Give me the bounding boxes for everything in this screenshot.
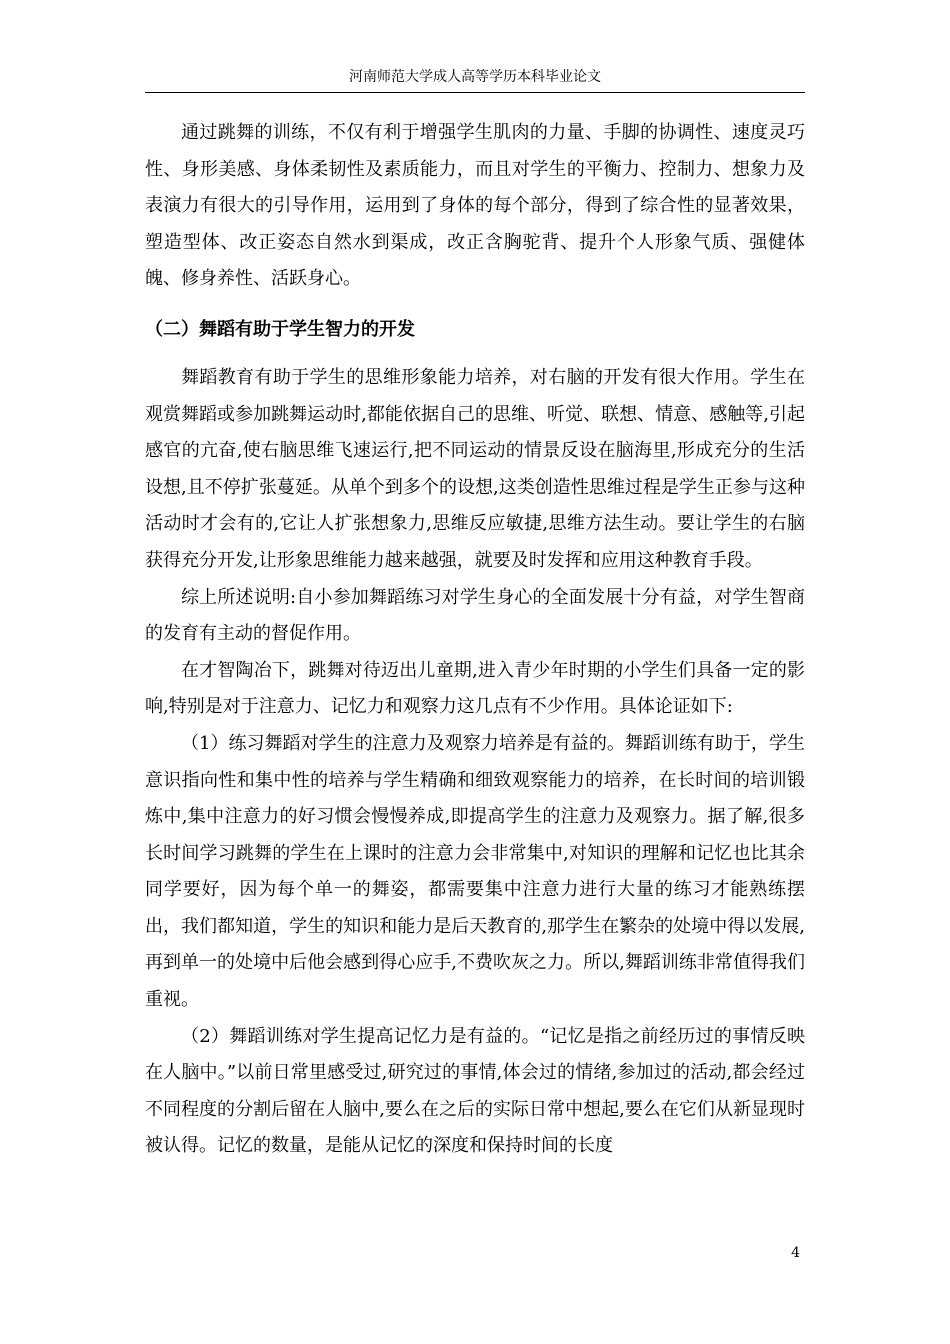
paragraph-right-brain: 舞蹈教育有助于学生的思维形象能力培养，对右脑的开发有很大作用。学生在观赏舞蹈或参加跳舞运动时,都能依据自己的思维、听觉、联想、情意、感触等,引起感官的亢奋,使右脑思维飞速运行,把不同运动的情景反设在脑海里,形成充分的生活设想,且不停扩张蔓延。从单个到多个的设想,这类创造性思维过程是学生正参与这种活动时才会有的,它让人扩张想象力,思维反应敏捷,思维方法生动。要让学生的右脑获得充分开发,让形象思维能力越来越强，就要及时发挥和应用这种教育手段。 <box>145 366 805 571</box>
page-number: 4 <box>791 1245 800 1261</box>
paragraph-intelligence: 在才智陶冶下，跳舞对待迈出儿童期,进入青少年时期的小学生们具备一定的影响,特别是对于注意力、记忆力和观察力这几点有不少作用。具体论证如下: <box>145 659 805 718</box>
paragraph-dance-training-benefits: 通过跳舞的训练，不仅有利于增强学生肌肉的力量、手脚的协调性、速度灵巧性、身形美感、身体柔韧性及素质能力，而且对学生的平衡力、控制力、想象力及表演力有很大的引导作用，运用到了身体的每个部分，得到了综合性的显著效果，塑造型体、改正姿态自然水到渠成，改正含胸驼背、提升个人形象气质、强健体魄、修身养性、活跃身心。 <box>145 122 805 290</box>
running-header: 河南师范大学成人高等学历本科毕业论文 <box>349 69 601 85</box>
header-divider <box>145 92 805 93</box>
document-body <box>145 115 805 1165</box>
paragraph-memory: （2）舞蹈训练对学生提高记忆力是有益的。“记忆是指之前经历过的事情反映在人脑中。”以前日常里感受过,研究过的事情,体会过的情绪,参加过的活动,都会经过不同程度的分割后留在人脑中,要么在之后的实际日常中想起,要么在它们从新显现时被认得。记忆的数量，是能从记忆的深度和保持时间的长度 <box>145 1025 805 1157</box>
section-heading: （二）舞蹈有助于学生智力的开发 <box>145 318 415 340</box>
paragraph-summary: 综上所述说明:自小参加舞蹈练习对学生身心的全面发展十分有益，对学生智商的发育有主动的督促作用。 <box>145 586 805 645</box>
paragraph-attention-observation: （1）练习舞蹈对学生的注意力及观察力培养是有益的。舞蹈训练有助于，学生意识指向性和集中性的培养与学生精确和细致观察能力的培养，在长时间的培训锻炼中,集中注意力的好习惯会慢慢养成,即提高学生的注意力及观察力。据了解,很多长时间学习跳舞的学生在上课时的注意力会非常集中,对知识的理解和记忆也比其余同学要好，因为每个单一的舞姿，都需要集中注意力进行大量的练习才能熟练摆出，我们都知道，学生的知识和能力是后天教育的,那学生在繁杂的处境中得以发展,再到单一的处境中后他会感到得心应手,不费吹灰之力。所以,舞蹈训练非常值得我们重视。 <box>145 732 805 1011</box>
